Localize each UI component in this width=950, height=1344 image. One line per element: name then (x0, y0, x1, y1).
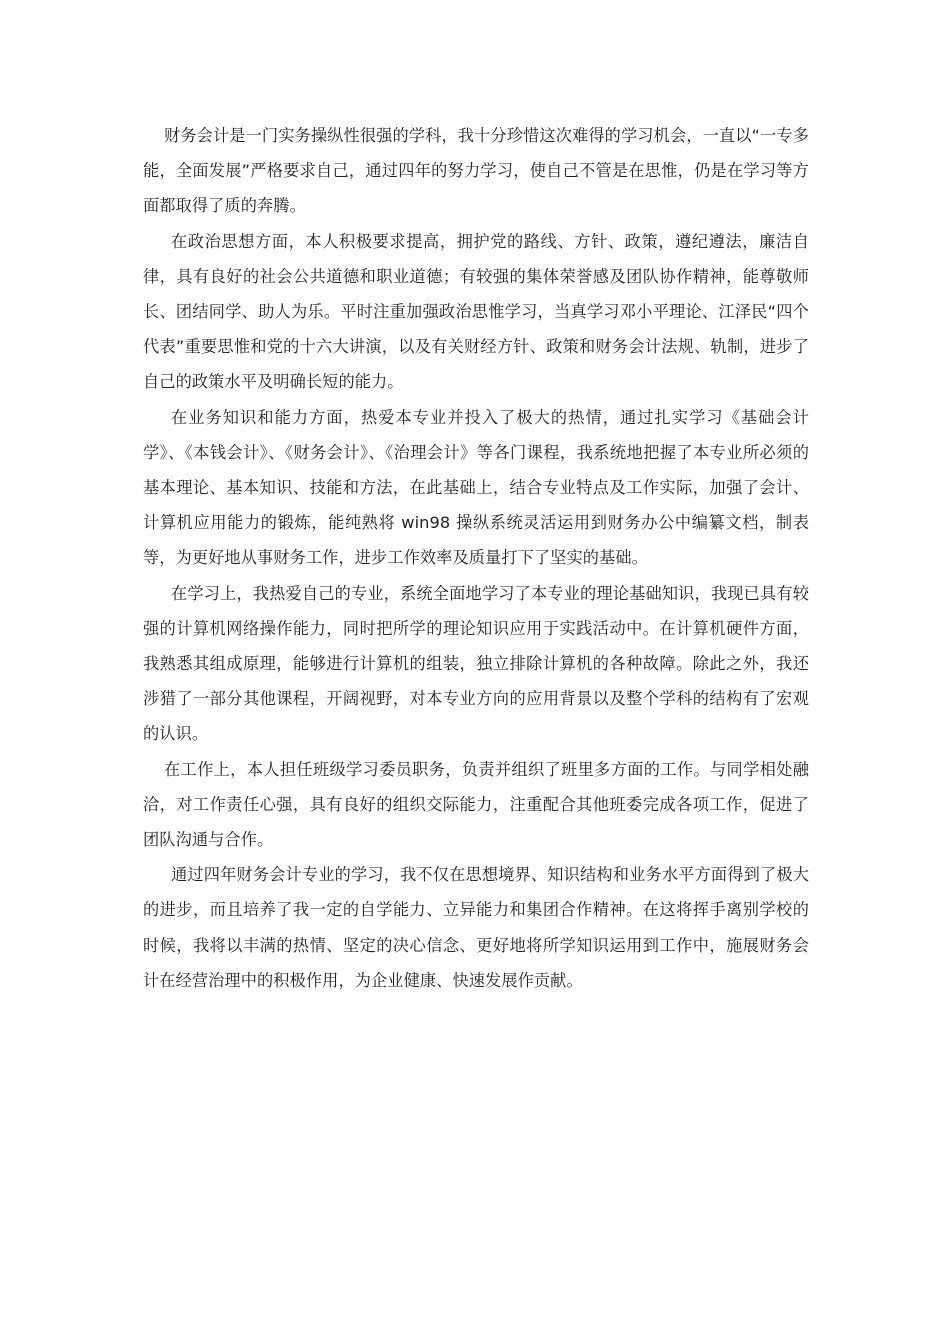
paragraph-study: 在学习上，我热爱自己的专业，系统全面地学习了本专业的理论基础知识，我现已具有较强的计算机网络操作能力，同时把所学的理论知识应用于实践活动中。在计算机硬件方面，我熟悉其组成原理，能够进行计算机的组装，独立排除计算机的各种故障。除此之外，我还涉猎了一部分其他课程，开阔视野，对本专业方向的应用背景以及整个学科的结构有了宏观的认识。 (143, 583, 809, 744)
paragraph-political-thought: 在政治思想方面，本人积极要求提高，拥护党的路线、方针、政策，遵纪遵法，廉洁自律，具有良好的社会公共道德和职业道德；有较强的集体荣誉感及团队协作精神，能尊敬师长、团结同学、助人为乐。平时注重加强政治思惟学习，当真学习邓小平理论、江泽民“四个代表”重要思惟和党的十六大讲演，以及有关财经方针、政策和财务会计法规、轨制，进步了自己的政策水平及明确长短的能力。 (143, 231, 809, 392)
paragraph-intro: 财务会计是一门实务操纵性很强的学科，我十分珍惜这次难得的学习机会，一直以“一专多能，全面发展”严格要求自己，通过四年的努力学习，使自己不管是在思惟，仍是在学习等方面都取得了质的奔腾。 (143, 126, 809, 216)
paragraph-work: 在工作上，本人担任班级学习委员职务，负责并组织了班里多方面的工作。与同学相处融洽，对工作责任心强，具有良好的组织交际能力，注重配合其他班委完成各项工作，促进了团队沟通与合作。 (143, 759, 809, 850)
paragraph-professional-knowledge: 在业务知识和能力方面，热爱本专业并投入了极大的热情，通过扎实学习《基础会计学》、《本钱会计》、《财务会计》、《治理会计》等各门课程，我系统地把握了本专业所必须的基本理论、基本知识、技能和方法，在此基础上，结合专业特点及工作实际，加强了会计、计算机应用能力的锻炼，能纯熟将 win98 操纵系统灵活运用到财务办公中编纂文档，制表等，为更好地从事财务工作，进步工作效率及质量打下了坚实的基础。 (143, 407, 809, 568)
document-body (143, 118, 809, 998)
paragraph-conclusion: 通过四年财务会计专业的学习，我不仅在思想境界、知识结构和业务水平方面得到了极大的进步，而且培养了我一定的自学能力、立异能力和集团合作精神。在这将挥手离别学校的时候，我将以丰满的热情、坚定的决心信念、更好地将所学知识运用到工作中，施展财务会计在经营治理中的积极作用，为企业健康、快速发展作贡献。 (143, 865, 809, 990)
